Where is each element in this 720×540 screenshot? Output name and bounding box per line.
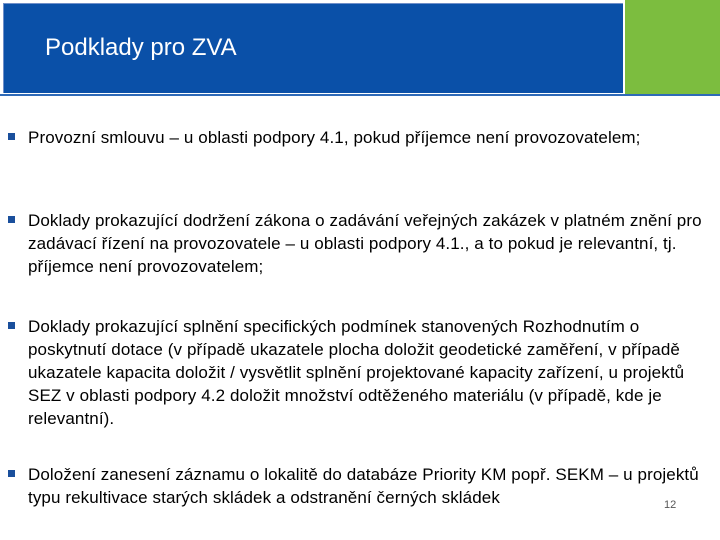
bullet-item (8, 126, 708, 149)
square-bullet-icon (8, 470, 15, 477)
square-bullet-icon (8, 133, 15, 140)
square-bullet-icon (8, 216, 15, 223)
slide-number: 12 (664, 499, 677, 511)
slide-header (0, 0, 720, 96)
header-divider (0, 94, 720, 96)
square-bullet-icon (8, 322, 15, 329)
bullet-text: Doložení zanesení záznamu o lokalitě do databáze Priority KM popř. SEKM – u projektů typu rekultivace starých skládek a odstranění černých skládek (28, 465, 699, 507)
bullet-text: Provozní smlouvu – u oblasti podpory 4.1, pokud příjemce není provozovatelem; (28, 128, 641, 147)
header-green-block (625, 0, 720, 96)
slide-title: Podklady pro ZVA (45, 34, 237, 61)
bullet-item (8, 209, 708, 278)
bullet-text: Doklady prokazující dodržení zákona o zadávání veřejných zakázek v platném znění pro zadávací řízení na provozovatele – u oblasti podpory 4.1., a to pokud je relevantní, tj. příjemce není provozovatelem; (28, 211, 702, 276)
bullet-item (8, 315, 708, 430)
bullet-item (8, 463, 708, 509)
bullet-text: Doklady prokazující splnění specifických podmínek stanovených Rozhodnutím o poskytnutí dotace (v případě ukazatele plocha doložit geodetické zaměření, v případě ukazatele kapacita doložit / vysvětlit splnění projektované kapacity zařízení, u projektů SEZ v oblasti podpory 4.2 doložit množství odtěženého materiálu (v případě, kde je relevantní). (28, 317, 685, 428)
